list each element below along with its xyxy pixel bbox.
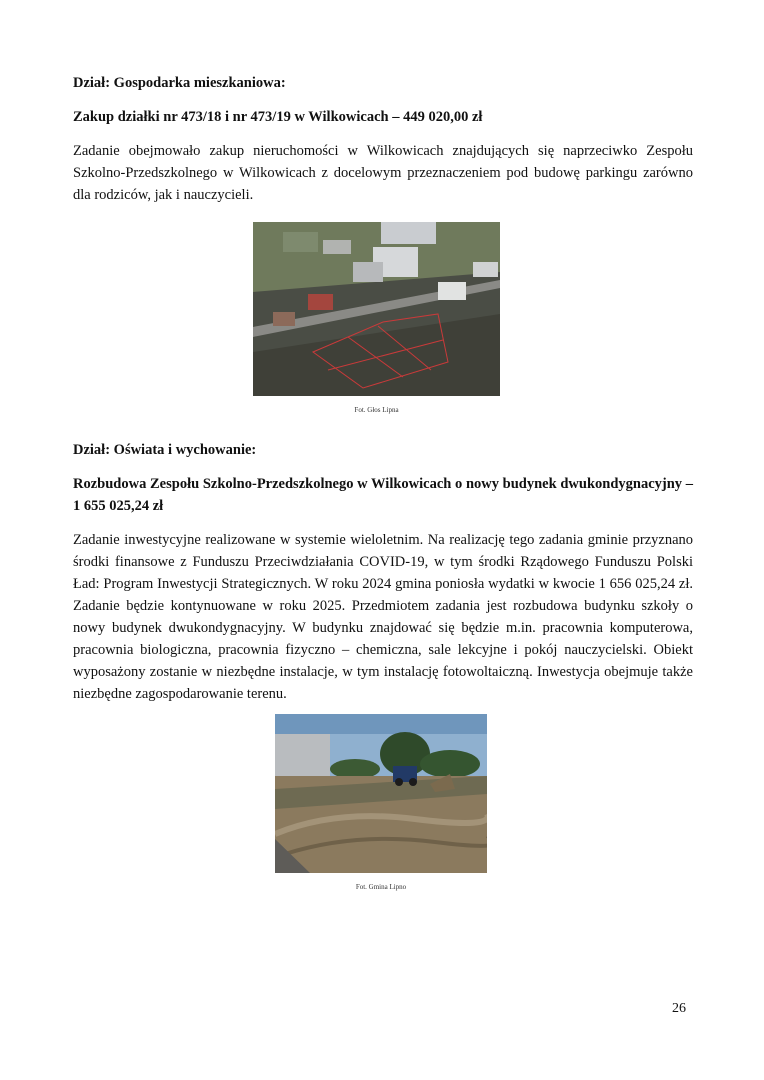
photo-caption-2: Fot. Gmina Lipno — [355, 883, 407, 891]
page-number: 26 — [672, 1001, 686, 1016]
construction-site-photo — [275, 714, 487, 873]
photo-caption-1: Fot. Głos Lipna — [354, 406, 399, 414]
section-heading-education: Dział: Oświata i wychowanie: — [73, 442, 257, 458]
paragraph-land-purchase: Zadanie obejmowało zakup nieruchomości w Wilkowicach znajdujących się naprzeciwko Zespołu Szkolno-Przedszkolnego w Wilkowicach z docelowym przeznaczeniem pod budowę parkingu zarówno dla rodziców, jak i nauczycieli. — [73, 143, 693, 203]
task-title-school-extension: Rozbudowa Zespołu Szkolno-Przedszkolnego w Wilkowicach o nowy budynek dwukondygnacyjny – 1 655 025,24 zł — [73, 476, 693, 514]
paragraph-school-extension: Zadanie inwestycyjne realizowane w systemie wieloletnim. Na realizację tego zadania gminie przyznano środki finansowe z Funduszu Przeciwdziałania COVID-19, w tym środki Rządowego Funduszu Polski Ład: Program Inwestycji Strategicznych. W roku 2024 gmina poniosła wydatki w kwocie 1 656 025,24 zł. Zadanie będzie kontynuowane w roku 2025. Przedmiotem zadania jest rozbudowa budynku szkoły o nowy budynek dwukondygnacyjny. W budynku znajdować się będzie m.in. pracownia komputerowa, pracownia biologiczna, pracownia fizyczno – chemiczna, sale lekcyjne i pokój nauczycielski. Obiekt wyposażony zostanie w niezbędne instalacje, w tym instalację fotowoltaiczną. Inwestycja obejmuje także niezbędne zagospodarowanie terenu. — [73, 532, 693, 702]
section-heading-housing: Dział: Gospodarka mieszkaniowa: — [73, 75, 286, 91]
aerial-photo-land-plots — [253, 222, 500, 396]
task-title-land-purchase: Zakup działki nr 473/18 i nr 473/19 w Wilkowicach – 449 020,00 zł — [73, 109, 483, 125]
